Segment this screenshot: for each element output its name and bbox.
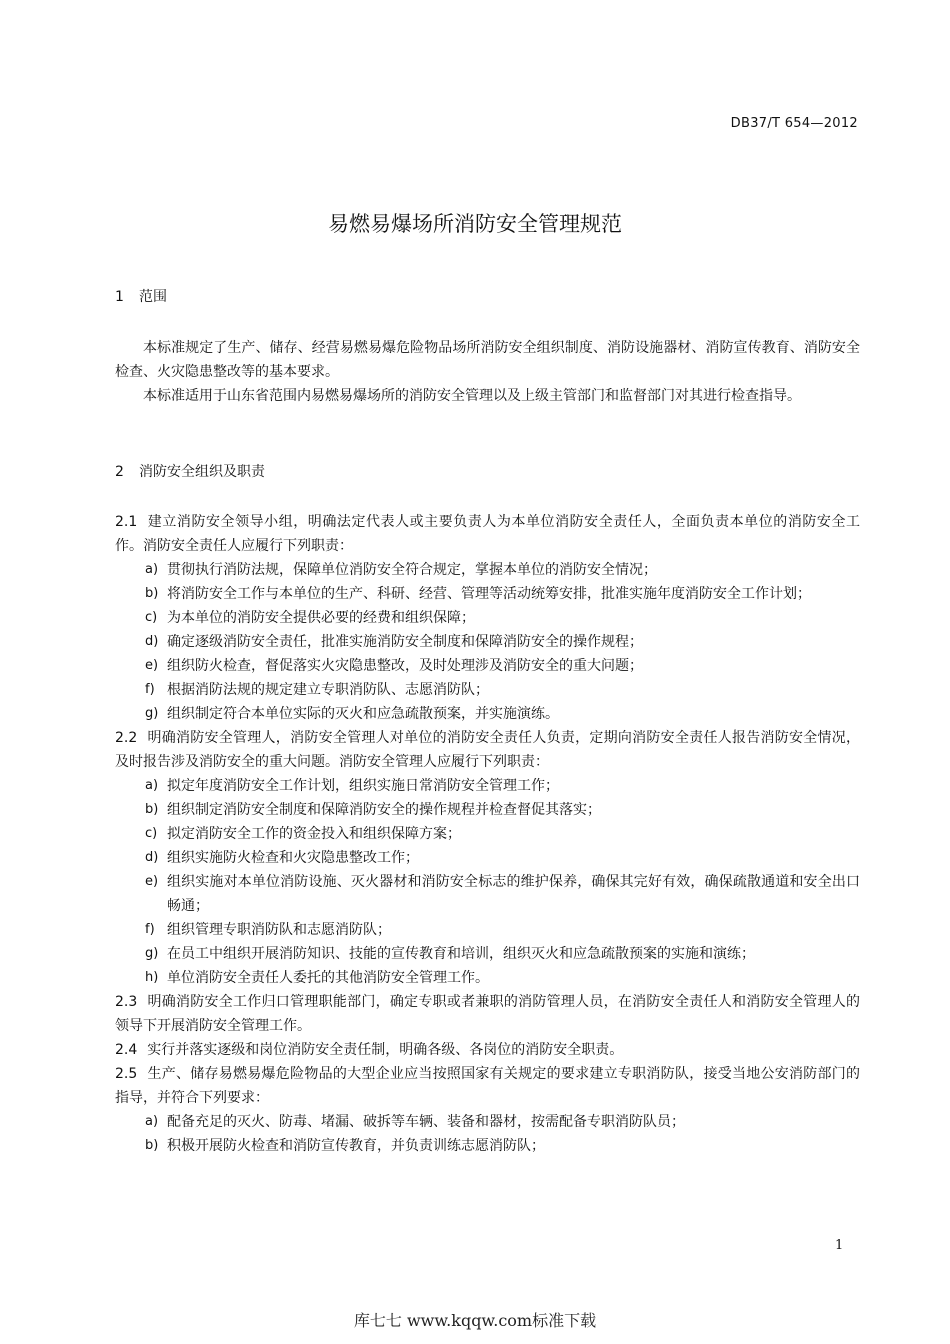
clause-text: 实行并落实逐级和岗位消防安全责任制，明确各级、各岗位的消防安全职责。 xyxy=(147,1042,624,1058)
list-text: 为本单位的消防安全提供必要的经费和组织保障； xyxy=(167,610,475,626)
list-label: a) xyxy=(145,778,159,793)
list-label: a) xyxy=(145,562,159,577)
section-1-number: 1 xyxy=(115,289,124,305)
list-label: g) xyxy=(145,706,159,721)
list-item xyxy=(115,918,860,942)
list-text: 贯彻执行消防法规，保障单位消防安全符合规定，掌握本单位的消防安全情况； xyxy=(167,562,657,578)
list-item xyxy=(115,1110,860,1134)
list-label: g) xyxy=(145,946,159,961)
list-label: b) xyxy=(145,586,159,601)
page-number: 1 xyxy=(835,1238,844,1253)
list-item xyxy=(115,702,860,726)
clause-2-3 xyxy=(115,990,860,1038)
clause-text: 生产、储存易燃易爆危险物品的大型企业应当按照国家有关规定的要求建立专职消防队，接受当地公安消防部门的指导，并符合下列要求： xyxy=(115,1066,860,1106)
list-item xyxy=(115,582,860,606)
list-label: f) xyxy=(145,682,155,697)
list-item xyxy=(115,846,860,870)
section-2-heading xyxy=(115,460,860,484)
list-text: 根据消防法规的规定建立专职消防队、志愿消防队； xyxy=(167,682,489,698)
list-label: c) xyxy=(145,610,158,625)
list-item xyxy=(115,654,860,678)
list-item xyxy=(115,822,860,846)
list-text: 组织管理专职消防队和志愿消防队； xyxy=(167,922,391,938)
list-label: c) xyxy=(145,826,158,841)
document-title: 易燃易爆场所消防安全管理规范 xyxy=(328,212,622,236)
list-item xyxy=(115,942,860,966)
list-text: 单位消防安全责任人委托的其他消防安全管理工作。 xyxy=(167,970,489,986)
clause-number: 2.4 xyxy=(115,1042,138,1058)
list-item xyxy=(115,1134,860,1158)
section-1-body xyxy=(115,336,860,408)
footer-watermark: 库七七 www.kqqw.com标准下载 xyxy=(353,1311,597,1330)
list-item xyxy=(115,630,860,654)
list-text: 确定逐级消防安全责任，批准实施消防安全制度和保障消防安全的操作规程； xyxy=(167,634,643,650)
list-label: e) xyxy=(145,874,159,889)
list-text: 积极开展防火检查和消防宣传教育，并负责训练志愿消防队； xyxy=(167,1138,545,1154)
list-text: 拟定年度消防安全工作计划，组织实施日常消防安全管理工作； xyxy=(167,778,559,794)
list-item xyxy=(115,798,860,822)
list-text: 配备充足的灭火、防毒、堵漏、破拆等车辆、装备和器材，按需配备专职消防队员； xyxy=(167,1114,685,1130)
clause-2-5 xyxy=(115,1062,860,1110)
list-item xyxy=(115,558,860,582)
list-item xyxy=(115,966,860,990)
list-text: 在员工中组织开展消防知识、技能的宣传教育和培训，组织灭火和应急疏散预案的实施和演练； xyxy=(167,946,755,962)
list-item xyxy=(115,678,860,702)
list-text: 组织实施防火检查和火灾隐患整改工作； xyxy=(167,850,419,866)
list-item xyxy=(115,774,860,798)
clause-number: 2.1 xyxy=(115,514,138,530)
list-label: b) xyxy=(145,802,159,817)
section-1-heading xyxy=(115,285,860,309)
list-text: 组织制定消防安全制度和保障消防安全的操作规程并检查督促其落实； xyxy=(167,802,601,818)
list-item xyxy=(115,870,860,918)
list-text: 组织防火检查，督促落实火灾隐患整改，及时处理涉及消防安全的重大问题； xyxy=(167,658,643,674)
list-label: d) xyxy=(145,850,159,865)
clause-number: 2.2 xyxy=(115,730,138,746)
clause-text: 明确消防安全工作归口管理职能部门，确定专职或者兼职的消防管理人员，在消防安全责任人和消防安全管理人的领导下开展消防安全管理工作。 xyxy=(115,994,860,1034)
standard-number: DB37/T 654—2012 xyxy=(730,116,858,131)
clause-number: 2.5 xyxy=(115,1066,138,1082)
clause-2-4 xyxy=(115,1038,860,1062)
list-label: h) xyxy=(145,970,159,985)
list-text: 将消防安全工作与本单位的生产、科研、经营、管理等活动统筹安排，批准实施年度消防安全工作计划； xyxy=(167,586,811,602)
list-label: d) xyxy=(145,634,159,649)
list-label: a) xyxy=(145,1114,159,1129)
paragraph: 本标准适用于山东省范围内易燃易爆场所的消防安全管理以及上级主管部门和监督部门对其进行检查指导。 xyxy=(143,388,801,404)
clause-2-2 xyxy=(115,726,860,774)
section-1-title: 范围 xyxy=(139,289,167,305)
list-label: e) xyxy=(145,658,159,673)
clause-text: 明确消防安全管理人，消防安全管理人对单位的消防安全责任人负责，定期向消防安全责任人报告消防安全情况，及时报告涉及消防安全的重大问题。消防安全管理人应履行下列职责： xyxy=(115,730,860,770)
list-label: f) xyxy=(145,922,155,937)
clause-text: 建立消防安全领导小组，明确法定代表人或主要负责人为本单位消防安全责任人，全面负责本单位的消防安全工作。消防安全责任人应履行下列职责： xyxy=(115,514,860,554)
list-text: 组织制定符合本单位实际的灭火和应急疏散预案，并实施演练。 xyxy=(167,706,559,722)
list-text: 组织实施对本单位消防设施、灭火器材和消防安全标志的维护保养，确保其完好有效，确保疏散通道和安全出口畅通； xyxy=(167,874,860,914)
list-text: 拟定消防安全工作的资金投入和组织保障方案； xyxy=(167,826,461,842)
clause-number: 2.3 xyxy=(115,994,138,1010)
section-2-body xyxy=(115,510,860,1158)
section-2-number: 2 xyxy=(115,464,124,480)
list-label: b) xyxy=(145,1138,159,1153)
clause-2-1 xyxy=(115,510,860,558)
section-2-title: 消防安全组织及职责 xyxy=(139,464,265,480)
list-item xyxy=(115,606,860,630)
paragraph: 本标准规定了生产、储存、经营易燃易爆危险物品场所消防安全组织制度、消防设施器材、消防宣传教育、消防安全检查、火灾隐患整改等的基本要求。 xyxy=(115,340,860,380)
